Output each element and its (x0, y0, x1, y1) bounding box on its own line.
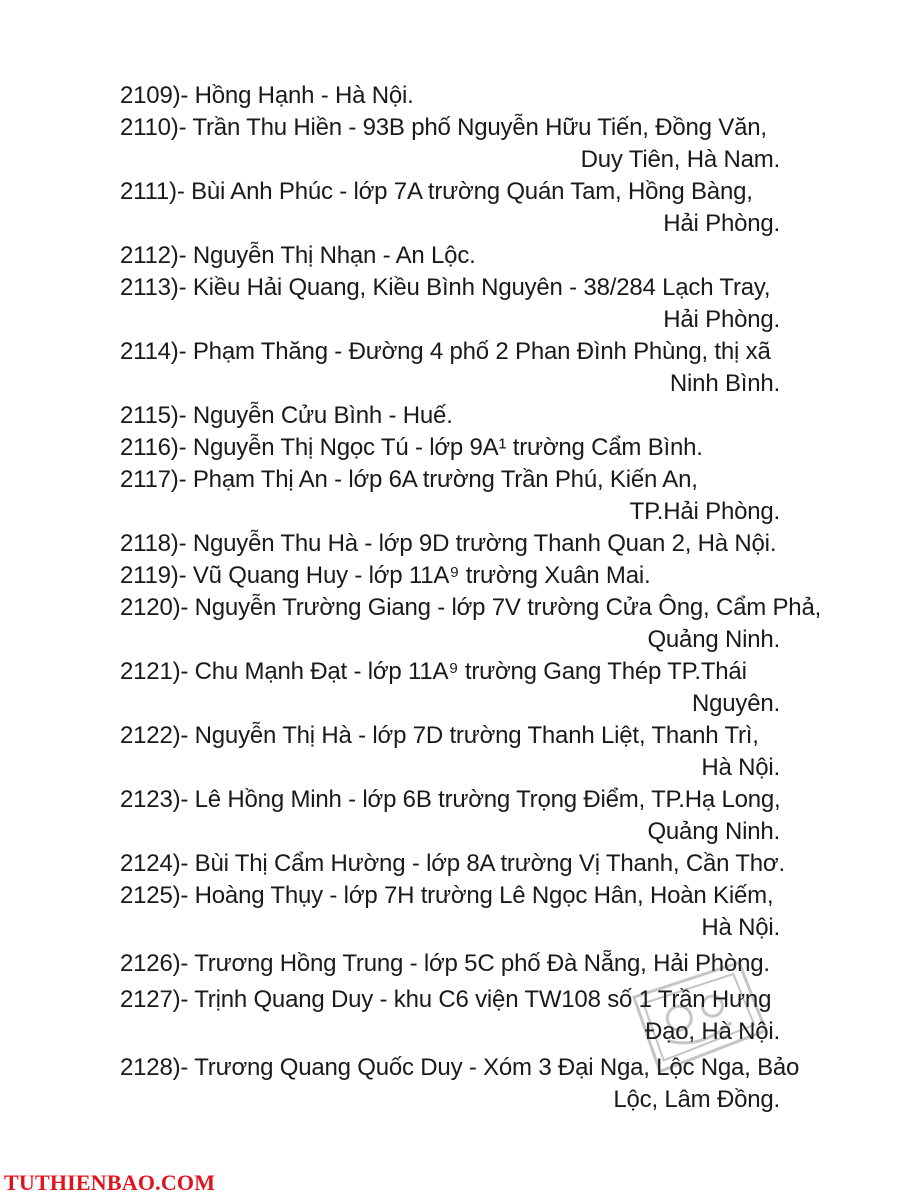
entry-continuation: Hà Nội. (701, 754, 780, 781)
entry-line: 2111)- Bùi Anh Phúc - lớp 7A trường Quán Tam, Hồng Bàng, (120, 178, 753, 205)
list-item (120, 400, 780, 432)
entry-continuation: Quảng Ninh. (647, 818, 780, 845)
entry-line: 2118)- Nguyễn Thu Hà - lớp 9D trường Thanh Quan 2, Hà Nội. (120, 530, 777, 557)
list-item (120, 848, 785, 880)
list-item (120, 720, 780, 784)
entry-line: 2109)- Hồng Hạnh - Hà Nội. (120, 82, 414, 109)
entry-continuation: Hải Phòng. (663, 210, 780, 237)
entry-line: 2123)- Lê Hồng Minh - lớp 6B trường Trọng Điểm, TP.Hạ Long, (120, 786, 781, 813)
entry-continuation: Ninh Bình. (669, 370, 780, 397)
entry-line: 2127)- Trịnh Quang Duy - khu C6 viện TW108 số 1 Trần Hưng (120, 986, 772, 1013)
entry-continuation: TP.Hải Phòng. (629, 498, 780, 525)
entry-continuation: Lộc, Lâm Đồng. (613, 1086, 780, 1113)
list-item (120, 272, 780, 336)
entry-line: 2126)- Trương Hồng Trung - lớp 5C phố Đà Nẵng, Hải Phòng. (120, 950, 770, 977)
list-item (120, 1052, 800, 1116)
list-item (120, 656, 780, 720)
list-item (120, 80, 780, 112)
entry-list (120, 80, 822, 1116)
entry-line: 2119)- Vũ Quang Huy - lớp 11A⁹ trường Xuân Mai. (120, 562, 651, 589)
list-item (120, 432, 780, 464)
entry-line: 2124)- Bùi Thị Cẩm Hường - lớp 8A trường Vị Thanh, Cần Thơ. (120, 850, 785, 877)
entry-line: 2125)- Hoàng Thụy - lớp 7H trường Lê Ngọc Hân, Hoàn Kiếm, (120, 882, 774, 909)
entry-line: 2110)- Trần Thu Hiền - 93B phố Nguyễn Hữu Tiến, Đồng Văn, (120, 114, 767, 141)
list-item (120, 784, 780, 848)
entry-continuation: Nguyên. (692, 690, 780, 717)
list-item (120, 112, 780, 176)
entry-continuation: Quảng Ninh. (647, 626, 780, 653)
list-item (120, 528, 780, 560)
entry-continuation: Hà Nội. (701, 914, 780, 941)
list-item (120, 176, 780, 240)
entry-continuation: Đạo, Hà Nội. (645, 1018, 780, 1045)
entry-line: 2128)- Trương Quang Quốc Duy - Xóm 3 Đại Nga, Lộc Nga, Bảo (120, 1054, 800, 1081)
entry-continuation: Duy Tiên, Hà Nam. (580, 146, 780, 173)
entry-line: 2120)- Nguyễn Trường Giang - lớp 7V trường Cửa Ông, Cẩm Phả, (120, 594, 822, 621)
entry-line: 2116)- Nguyễn Thị Ngọc Tú - lớp 9A¹ trường Cẩm Bình. (120, 434, 703, 461)
entry-line: 2115)- Nguyễn Cửu Bình - Huế. (120, 402, 453, 429)
list-item (120, 880, 780, 944)
entry-line: 2121)- Chu Mạnh Đạt - lớp 11A⁹ trường Gang Thép TP.Thái (120, 658, 747, 685)
list-item (120, 560, 780, 592)
list-item (120, 336, 780, 400)
list-item (120, 464, 780, 528)
entry-continuation: Hải Phòng. (663, 306, 780, 333)
list-item (120, 592, 822, 656)
entry-line: 2122)- Nguyễn Thị Hà - lớp 7D trường Thanh Liệt, Thanh Trì, (120, 722, 759, 749)
entry-line: 2117)- Phạm Thị An - lớp 6A trường Trần Phú, Kiến An, (120, 466, 698, 493)
site-watermark-link[interactable]: TUTHIENBAO.COM (4, 1170, 216, 1195)
entry-line: 2114)- Phạm Thăng - Đường 4 phố 2 Phan Đình Phùng, thị xã (120, 338, 771, 365)
entry-line: 2113)- Kiều Hải Quang, Kiều Bình Nguyên - 38/284 Lạch Tray, (120, 274, 771, 301)
list-item (120, 948, 780, 980)
list-item (120, 240, 780, 272)
list-item (120, 984, 780, 1048)
entry-line: 2112)- Nguyễn Thị Nhạn - An Lộc. (120, 242, 476, 269)
